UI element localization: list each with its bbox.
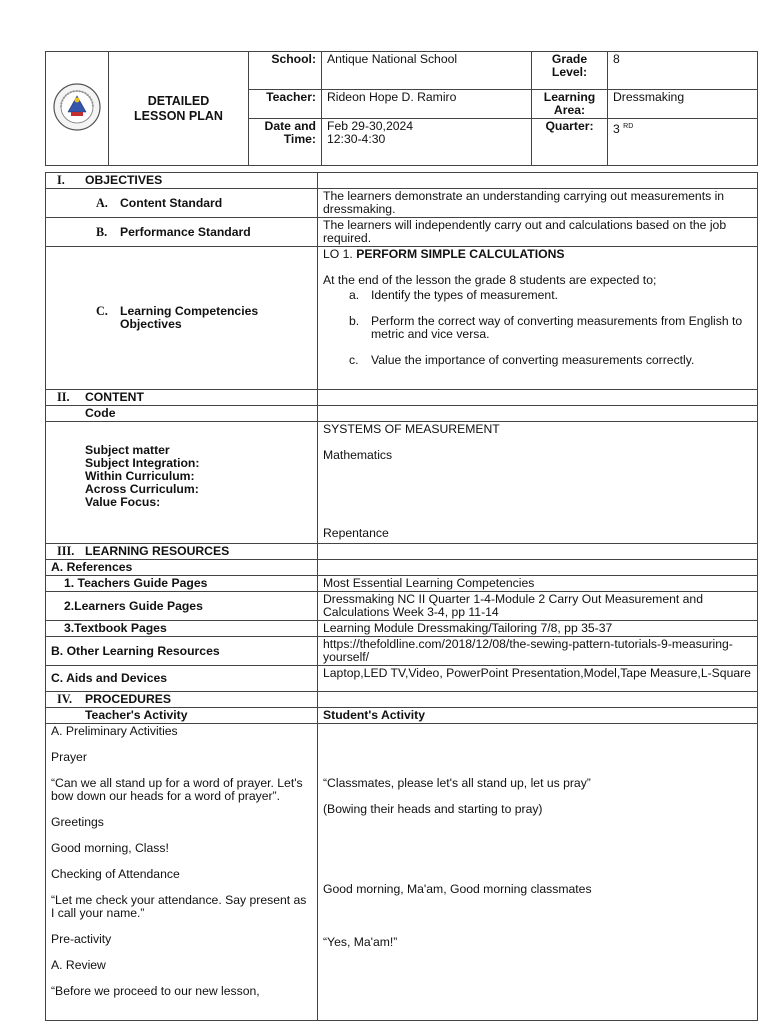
performance-standard-label: B. Performance Standard <box>46 218 318 247</box>
teachers-guide-value: Most Essential Learning Competencies <box>318 576 758 592</box>
procedures-heading: IV. PROCEDURES <box>46 692 318 708</box>
grade-value: 8 <box>608 52 758 90</box>
objectives-heading: I. OBJECTIVES <box>46 173 318 189</box>
references-label: A. References <box>46 560 318 576</box>
date-time-value: Feb 29-30,2024 12:30-4:30 <box>322 119 532 166</box>
other-resources-link[interactable]: https://thefoldline.com/2018/12/08/the-sewing-pattern-tutorials-9-measuring-yourself/ <box>318 637 758 666</box>
teacher-activity: A. Preliminary Activities Prayer “Can we all stand up for a word of prayer. Let's bow down our heads for a word of prayer”. Greetings Good morning, Class! Checking of Attendance “Let me check your attendance. Say present as I call your name.” Pre-activity A. Review “Before we proceed to our new lesson, <box>46 724 318 1021</box>
list-item: c. Value the importance of converting measurements correctly. <box>349 353 695 367</box>
teacher-activity-heading: Teacher's Activity <box>46 708 318 724</box>
deped-seal-icon <box>52 82 102 132</box>
school-value: Antique National School <box>322 52 532 90</box>
learning-area-label: Learning Area: <box>532 90 608 119</box>
content-labels: Subject matter Subject Integration: Within Curriculum: Across Curriculum: Value Focus: <box>46 422 318 544</box>
resources-heading: III. LEARNING RESOURCES <box>46 544 318 560</box>
quarter-value: 3 $^{RD}$ <box>608 119 758 166</box>
quarter-label: Quarter: <box>532 119 608 166</box>
document-title: DETAILED LESSON PLAN <box>109 52 249 166</box>
objectives-list <box>323 289 752 367</box>
performance-standard-value: The learners will independently carry out and calculations based on the job required. <box>318 218 758 247</box>
learners-guide-value: Dressmaking NC II Quarter 1-4-Module 2 Carry Out Measurement and Calculations Week 3-4, pp 11-14 <box>318 592 758 621</box>
teachers-guide-label: 1. Teachers Guide Pages <box>46 576 318 592</box>
grade-label: Grade Level: <box>532 52 608 90</box>
competencies-label: C. Learning Competencies Objectives <box>46 247 318 390</box>
deped-seal-cell <box>46 52 109 166</box>
teacher-value: Rideon Hope D. Ramiro <box>322 90 532 119</box>
student-activity-heading: Student's Activity <box>318 708 758 724</box>
school-label: School: <box>249 52 322 90</box>
content-heading: II. CONTENT <box>46 390 318 406</box>
other-resources-label: B. Other Learning Resources <box>46 637 318 666</box>
lesson-plan-header <box>45 51 758 166</box>
list-item: b. Perform the correct way of converting measurements from English to metric and vice versa. <box>349 314 743 341</box>
lesson-plan-body <box>45 172 758 1021</box>
list-item: a. Identify the types of measurement. <box>349 288 558 302</box>
code-label: Code <box>46 406 318 422</box>
content-standard-value: The learners demonstrate an understanding carrying out measurements in dressmaking. <box>318 189 758 218</box>
teacher-label: Teacher: <box>249 90 322 119</box>
aids-value: Laptop,LED TV,Video, PowerPoint Presentation,Model,Tape Measure,L-Square <box>318 666 758 692</box>
learning-area-value: Dressmaking <box>608 90 758 119</box>
textbook-label: 3.Textbook Pages <box>46 621 318 637</box>
textbook-value: Learning Module Dressmaking/Tailoring 7/8, pp 35-37 <box>318 621 758 637</box>
content-values: SYSTEMS OF MEASUREMENT Mathematics Repentance <box>318 422 758 544</box>
learners-guide-label: 2.Learners Guide Pages <box>46 592 318 621</box>
date-time-label: Date and Time: <box>249 119 322 166</box>
student-activity: “Classmates, please let's all stand up, let us pray” (Bowing their heads and starting to pray) Good morning, Ma'am, Good morning classmates “Yes, Ma'am!” <box>318 724 758 1021</box>
competencies-value: LO 1. PERFORM SIMPLE CALCULATIONS At the end of the lesson the grade 8 students are expected to; a. Identify the types of measurement. b. Perform the correct way of converting measurements from English to metric and vice versa. c. Value the importance of converting measurements correctly. <box>318 247 758 390</box>
aids-label: C. Aids and Devices <box>46 666 318 692</box>
content-standard-label: A. Content Standard <box>46 189 318 218</box>
